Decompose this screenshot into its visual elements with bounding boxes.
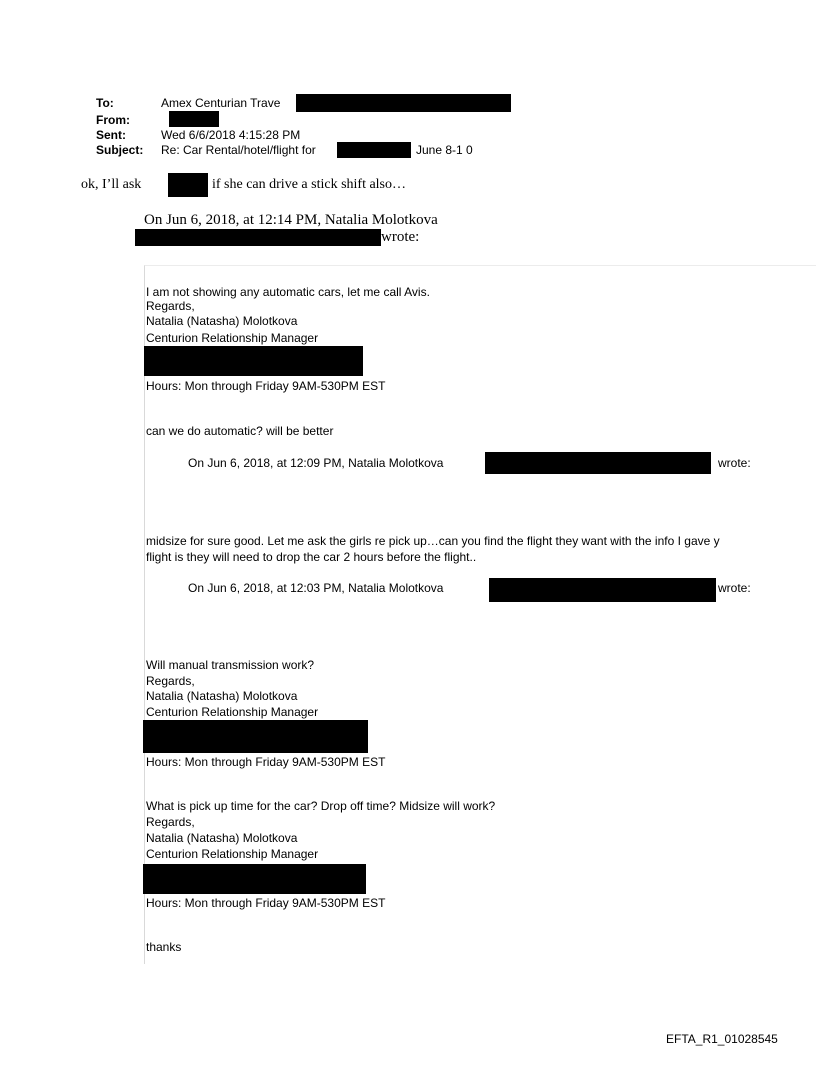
subject-suffix: June 8-1 0: [416, 143, 473, 157]
quoted-msg1-line1: I am not showing any automatic cars, let me call Avis.: [146, 285, 430, 299]
redaction-msg5-contact: [143, 864, 366, 894]
redaction-to: [296, 94, 511, 112]
from-label: From:: [96, 113, 130, 127]
redaction-msg4-contact: [143, 720, 368, 753]
quoted-msg5-name: Natalia (Natasha) Molotkova: [146, 831, 298, 845]
quoted-attrib3: On Jun 6, 2018, at 12:03 PM, Natalia Molotkova: [188, 581, 444, 595]
quoted-msg4-regards: Regards,: [146, 674, 195, 688]
quoted-msg5-hours: Hours: Mon through Friday 9AM-530PM EST: [146, 896, 386, 910]
quoted-msg4-line1: Will manual transmission work?: [146, 658, 315, 672]
quoted-msg1-title: Centurion Relationship Manager: [146, 331, 319, 345]
attribution-line: On Jun 6, 2018, at 12:14 PM, Natalia Molotkova: [144, 212, 438, 228]
reply-text-end: if she can drive a stick shift also…: [212, 177, 407, 192]
quoted-msg1-regards: Regards,: [146, 299, 195, 313]
to-label: To:: [96, 96, 114, 110]
quoted-msg2-line1: can we do automatic? will be better: [146, 424, 334, 438]
quoted-msg5-title: Centurion Relationship Manager: [146, 847, 319, 861]
redaction-reply-name: [168, 173, 208, 197]
quoted-attrib2-wrote: wrote:: [718, 456, 751, 470]
subject-label: Subject:: [96, 143, 144, 157]
redaction-attrib3-email: [489, 578, 716, 602]
redaction-from: [169, 111, 219, 127]
quoted-msg4-name: Natalia (Natasha) Molotkova: [146, 689, 298, 703]
quoted-msg1-hours: Hours: Mon through Friday 9AM-530PM EST: [146, 379, 386, 393]
quoted-msg4-title: Centurion Relationship Manager: [146, 705, 319, 719]
quoted-msg3-line1: midsize for sure good. Let me ask the girls re pick up…can you find the flight they want with the info I gave y: [146, 534, 720, 548]
reply-text-start: ok, I’ll ask: [81, 177, 142, 192]
sent-value: Wed 6/6/2018 4:15:28 PM: [161, 128, 301, 142]
quoted-msg5-regards: Regards,: [146, 815, 195, 829]
subject-value: Re: Car Rental/hotel/flight for: [161, 143, 316, 157]
quoted-attrib2: On Jun 6, 2018, at 12:09 PM, Natalia Molotkova: [188, 456, 444, 470]
quoted-msg6-line1: thanks: [146, 940, 182, 954]
document-id: EFTA_R1_01028545: [666, 1032, 778, 1046]
quoted-attrib3-wrote: wrote:: [718, 581, 751, 595]
redaction-attrib2-email: [485, 452, 711, 474]
redaction-attribution-email: [135, 229, 381, 246]
quoted-msg5-line1: What is pick up time for the car? Drop off time? Midsize will work?: [146, 799, 496, 813]
to-value: Amex Centurian Trave: [161, 96, 281, 110]
redaction-msg1-contact: [144, 346, 363, 376]
sent-label: Sent:: [96, 128, 126, 142]
redaction-subject: [337, 142, 411, 158]
quoted-msg4-hours: Hours: Mon through Friday 9AM-530PM EST: [146, 755, 386, 769]
attribution-wrote: wrote:: [381, 229, 420, 245]
quoted-msg3-line2: flight is they will need to drop the car 2 hours before the flight..: [146, 550, 477, 564]
quoted-msg1-name: Natalia (Natasha) Molotkova: [146, 314, 298, 328]
